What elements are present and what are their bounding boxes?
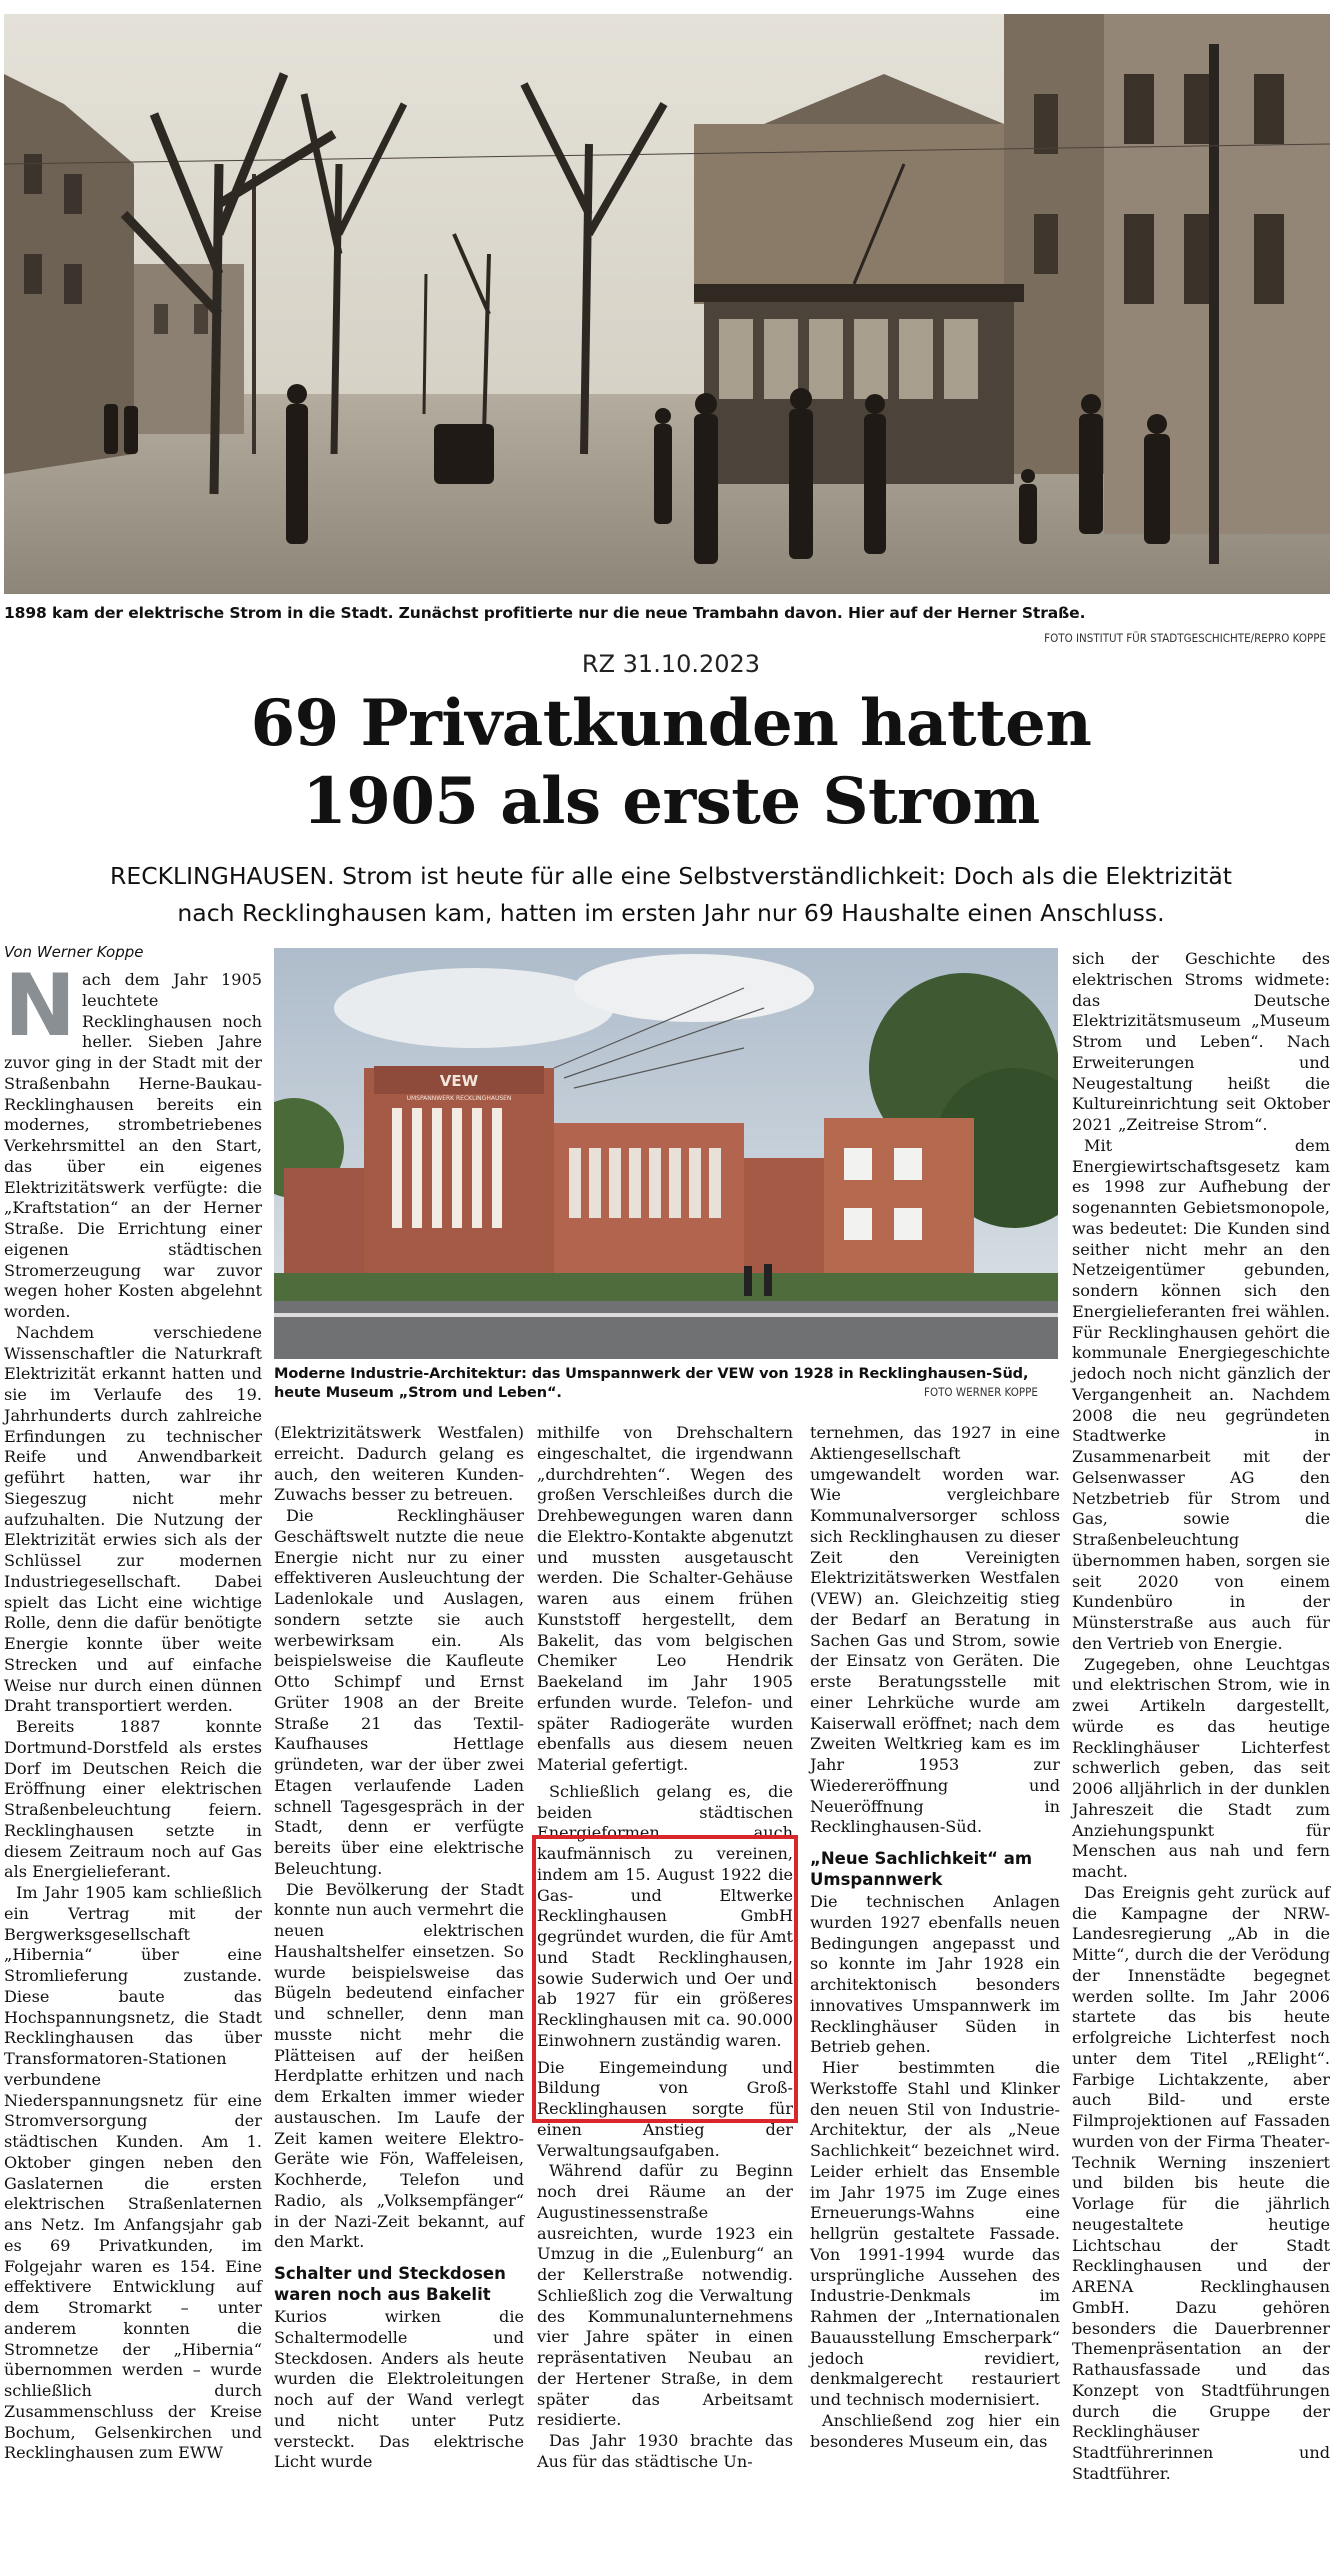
- paragraph: Nach dem Jahr 1905 leuchtete Recklinghausen noch heller. Sieben Jahre zuvor ging in der Stadt mit der Straßenbahn Herne-Baukau-Recklinghausen bereits ein modernes, strombetriebenes Verkehrsmittel an den Start, das über ein eigenes Elektrizitätswerk verfügte: die „Kraftstation“ an der Herner Straße. Die Errichtung einer eigenen städtischen Stromerzeugung war zuvor wegen hoher Kosten abgelehnt worden.: [4, 956, 262, 1321]
- column-1: [4, 956, 262, 2464]
- dateline: RZ 31.10.2023: [581, 650, 761, 678]
- paragraph: (Elektrizitätswerk Westfalen) erreicht. Dadurch gelang es auch, den weiteren Kunden-Zuwachs besser zu betreuen.: [274, 1423, 524, 1505]
- lead-line-2: nach Recklinghausen kam, hatten im ersten Jahr nur 69 Haushalte einen Anschluss.: [177, 899, 1165, 927]
- paragraph: Nachdem verschiedene Wissenschaftler die Naturkraft Elektrizität erkannt hatten und sie im Verlaufe des 19. Jahrhunderts durch zahlreiche Erfindungen zu technischer Reife und Anwendbarkeit geführt hatten, war ihr Siegeszug nicht mehr aufzuhalten. Die Nutzung der Elektrizität erwies sich als der Schlüssel zur modernen Industriegesellschaft. Dabei spielt das Licht eine wichtige Rolle, denn die dafür benötigte Energie konnte über weite Strecken und auf einfache Weise nur durch einen dünnen Draht transportiert werden.: [4, 1322, 262, 1716]
- byline: Von Werner Koppe: [4, 943, 144, 961]
- paragraph: Mit dem Energiewirtschaftsgesetz kam es 1998 zur Aufhebung der sogenannten Gebietsmonopole, was bedeutet: Die Kunden sind seither nicht mehr an den Netzeigentümer gebunden, sondern können sich den Energielieferanten frei wählen. Für Recklinghausen gehört die kommunale Energiegeschichte jedoch noch nicht gänzlich der Vergangenheit an. Nachdem 2008 die neu gegründeten Stadtwerke in Zusammenarbeit mit der Gelsenwasser AG den Netzbetrieb für Strom und Gas, sowie die Straßenbeleuchtung übernommen haben, sorgen sie seit 2020 von einem Kundenbüro in der Münsterstraße aus auch für den Vertrieb von Energie.: [1072, 1135, 1330, 1653]
- paragraph: ternehmen, das 1927 in eine Aktiengesellschaft umgewandelt worden war. Wie vergleichbare Kommunalversorger schloss sich Recklinghausen zu dieser Zeit den Vereinigten Elektrizitätswerken Westfalen (VEW) an. Gleichzeitig stieg der Bedarf an Beratung in Sachen Gas und Strom, sowie der Einsatz von Geräten. Die erste Beratungsstelle mit einer Lehrküche wurde am Kaiserwall eröffnet; nach dem Zweiten Weltkrieg kam es im Jahr 1953 zur Wiedereröffnung und Neueröffnung in Recklinghausen-Süd.: [810, 1423, 1060, 1837]
- paragraph: sich der Geschichte des elektrischen Stroms widmete: das Deutsche Elektrizitätsmuseum „Museum Strom und Leben“. Nach Erweiterungen und Neugestaltung heißt die Kultureinrichtung seit Oktober 2021 „Zeitreise Strom“.: [1072, 949, 1330, 1134]
- paragraph: Im Jahr 1905 kam schließlich ein Vertrag mit der Bergwerksgesellschaft „Hibernia“ über eine Stromlieferung zustande. Diese baute das Hochspannungsnetz, die Stadt Recklinghausen das über Transformatoren-Stationen verbundene Niederspannungsnetz für eine Stromversorgung der städtischen Kunden. Am 1. Oktober gingen neben den Gaslaternen die ersten elektrischen Straßenlaternen ans Netz. Im Anfangsjahr gab es 69 Privatkunden, im Folgejahr waren es 154. Eine effektivere Entwicklung auf dem Stromarkt – unter anderem konnten die Stromnetze der „Hibernia“ übernommen werden – wurde schließlich durch Zusammenschluss der Kreise Bochum, Gelsenkirchen und Recklinghausen zum EWW: [4, 1883, 262, 2463]
- headline-line-1: 69 Privatkunden hatten: [250, 686, 1092, 761]
- paragraph: Während dafür zu Beginn noch drei Räume an der Augustinessenstraße ausreichten, wurde 1923 ein Umzug in die „Eulenburg“ an der Kellerstraße notwendig. Schließlich zog die Verwaltung des Kommunalunternehmens vier Jahre später in einen repräsentativen Neubau an der Hertener Straße, in dem später das Arbeitsamt residierte.: [537, 2161, 793, 2430]
- hero-photo: [4, 14, 1330, 594]
- paragraph: Bereits 1887 konnte Dortmund-Dorstfeld als erstes Dorf im Deutschen Reich die Eröffnung einer elektrischen Straßenbeleuchtung feiern. Recklinghausen setzte in diesem Zeitraum noch auf Gas als Energielieferant.: [4, 1717, 262, 1882]
- paragraph: Die Eingemeindung und Bildung von Groß-Recklinghausen sorgte für einen Anstieg der Verwaltungsaufgaben.: [537, 2057, 793, 2160]
- paragraph: Die technischen Anlagen wurden 1927 ebenfalls neuen Bedingungen angepasst und so konnte im Jahr 1928 ein architektonisch besonders innovatives Umspannwerk im Recklinghäuser Süden in Betrieb gehen.: [810, 1892, 1060, 2057]
- paragraph: Zugegeben, ohne Leuchtgas und elektrischen Strom, wie in zwei Artikeln dargestellt, würde es das heutige Recklinghäuser Lichterfest schwerlich geben, das seit 2006 alljährlich in der dunklen Jahreszeit die Stadt zum Anziehungspunkt für Menschen aus nah und fern macht.: [1072, 1654, 1330, 1881]
- vew-sign: VEW: [439, 1072, 479, 1090]
- lead-line-1: RECKLINGHAUSEN. Strom ist heute für alle eine Selbstverständlichkeit: Doch als die Elektrizität: [110, 862, 1232, 890]
- photo2-credit: FOTO WERNER KOPPE: [924, 1385, 1038, 1399]
- umspannwerk-photo: [274, 948, 1058, 1359]
- paragraph: Kurios wirken die Schaltermodelle und Steckdosen. Anders als heute wurden die Elektroleitungen noch auf der Wand verlegt und nicht unter Putz versteckt. Das elektrische Licht wurde: [274, 2307, 524, 2472]
- photo2-caption-line-2: heute Museum „Strom und Leben“.: [274, 1385, 562, 1401]
- paragraph: mithilfe von Drehschaltern eingeschaltet, die irgendwann „durchdrehten“. Wegen des großen Verschleißes durch die Drehbewegungen waren dann die Elektro-Kontakte abgenutzt und mussten ausgetauscht werden. Die Schalter-Gehäuse waren aus einem frühen Kunststoff hergestellt, dem Bakelit, das vom belgischen Chemiker Leo Hendrik Baekeland im Jahr 1905 erfunden wurde. Telefon- und später Radiogeräte wurden ebenfalls aus diesem neuen Material gefertigt.: [537, 1423, 793, 1774]
- paragraph: Das Ereignis geht zurück auf die Kampagne der NRW-Landesregierung „Ab in die Mitte“, durch die der Verödung der Innenstädte begegnet werden sollte. Im Jahr 2006 startete das bis heute erfolgreiche Lichterfest noch unter dem Titel „RElight“. Farbige Lichtakzente, aber auch Bild- und erste Filmprojektionen auf Fassaden wurden von der Firma Theater-Technik Werning inszeniert und bilden bis heute die Vorlage für die jährlich neugestaltete heutige Lichtschau der Stadt Recklinghausen und der ARENA Recklinghausen GmbH. Dazu gehören besonders die Dauerbrenner Themenpräsentation an der Rathausfassade und das Konzept von Stadtführungen durch die Gruppe der Recklinghäuser Stadtführerinnen und Stadtführer.: [1072, 1882, 1330, 2483]
- paragraph: Das Jahr 1930 brachte das Aus für das städtische Un-: [537, 2431, 793, 2471]
- paragraph: Die Recklinghäuser Geschäftswelt nutzte die neue Energie nicht nur zu einer effektiveren Ausleuchtung der Ladenlokale und Auslagen, sondern setzte sie auch werbewirksam ein. Als beispielsweise die Kaufleute Otto Schimpf und Ernst Grüter 1908 an der Breite Straße 21 das Textil-Kaufhauses Hettlage gründeten, war der über zwei Etagen verlaufende Laden schnell Tagesgespräch in der Stadt, denn er verfügte bereits über eine elektrische Beleuchtung.: [274, 1506, 524, 1878]
- hero-credit: FOTO INSTITUT FÜR STADTGESCHICHTE/REPRO KOPPE: [1044, 631, 1326, 645]
- column-5: [1072, 949, 1330, 2485]
- headline-line-2: 1905 als erste Strom: [302, 764, 1040, 839]
- subheading: Schalter und Steckdosen waren noch aus Bakelit: [274, 2264, 506, 2304]
- photo2-caption-line-1: Moderne Industrie-Architektur: das Umspannwerk der VEW von 1928 in Recklinghausen-Süd,: [274, 1366, 1029, 1382]
- lead-paragraph: [60, 858, 1282, 932]
- paragraph: Hier bestimmten die Werkstoffe Stahl und Klinker den neuen Stil von Industrie-Architektur, der als „Neue Sachlichkeit“ bezeichnet wird. Leider erhielt das Ensemble im Jahr 1975 im Zuge eines Erneuerungs-Wahns eine hellgrün gestaltete Fassade. Von 1991-1994 wurde das ursprüngliche Aussehen des Industrie-Denkmals im Rahmen der „Internationalen Bauausstellung Emscherpark“ jedoch revidiert, denkmalgerecht restauriert und technisch modernisiert.: [810, 2058, 1060, 2409]
- highlight-box: [532, 1835, 798, 2123]
- paragraph: Anschließend zog hier ein besonderes Museum ein, das: [810, 2410, 1060, 2451]
- paragraph: Die Bevölkerung der Stadt konnte nun auch vermehrt die neuen elektrischen Haushaltshelfer einsetzen. So wurde beispielsweise das Bügeln bedeutend einfacher und schneller, denn man musste nicht mehr die Plätteisen auf der heißen Herdplatte erhitzen und nach dem Erkalten immer wieder austauschen. Im Laufe der Zeit kamen weitere Elektro-Geräte wie Fön, Waffeleisen, Kochherde, Telefon und Radio, als „Volksempfänger“ in der Nazi-Zeit bekannt, auf den Markt.: [274, 1879, 524, 2252]
- dropcap: N: [4, 956, 76, 1056]
- subheading: „Neue Sachlichkeit“ am Umspannwerk: [810, 1849, 1033, 1889]
- column-4: [810, 1423, 1060, 2452]
- vew-sign-sub: UMSPANNWERK RECKLINGHAUSEN: [406, 1095, 512, 1102]
- column-2: [274, 1423, 524, 2473]
- paragraph: Schließlich gelang es, die beiden städtischen Energieformen auch kaufmännisch zu vereinen, indem am 15. August 1922 die Gas- und Eltwerke Recklinghausen GmbH gegründet wurden, die für Amt und Stadt Recklinghausen, sowie Suderwich und Oer und ab 1927 für ein größeres Recklinghausen mit ca. 90.000 Einwohnern zuständig waren.: [537, 1781, 793, 2050]
- hero-caption: 1898 kam der elektrische Strom in die Stadt. Zunächst profitierte nur die neue Trambahn davon. Hier auf der Herner Straße.: [4, 604, 1086, 622]
- headline: [0, 685, 1342, 841]
